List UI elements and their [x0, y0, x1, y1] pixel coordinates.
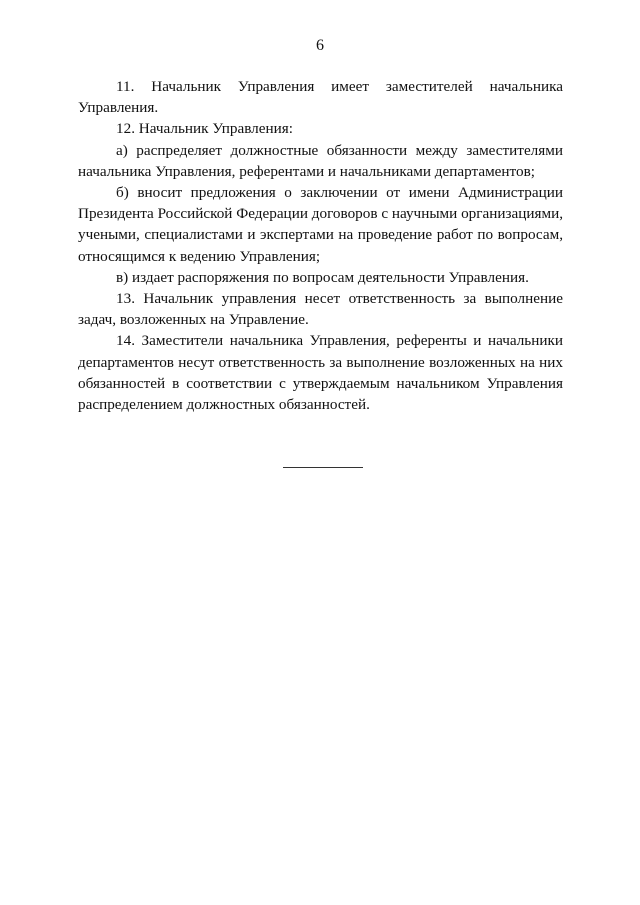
paragraph-12: 12. Начальник Управления: [116, 120, 293, 138]
paragraph-11: 11. Начальник Управления имеет заместителей начальника Управления. [78, 78, 563, 117]
paragraph-12-a: а) распределяет должностные обязанности между заместителями начальника Управления, референтами и начальниками департаментов; [78, 141, 563, 180]
paragraph-13: 13. Начальник управления несет ответственность за выполнение задач, возложенных на Управление. [78, 290, 563, 329]
paragraph-14: 14. Заместители начальника Управления, референты и начальники департаментов несут ответственность за выполнение возложенных на них обязанностей в соответствии с утверждаемым начальником Управления распределением должностных обязанностей. [78, 332, 563, 414]
document-body [78, 76, 563, 415]
end-separator-line [283, 467, 363, 468]
paragraph-12-v: в) издает распоряжения по вопросам деятельности Управления. [116, 268, 529, 286]
paragraph-12-b: б) вносит предложения о заключении от имени Администрации Президента Российской Федерации договоров с научными организациями, учеными, специалистами и экспертами на проведение работ по вопросам, относящимся к ведению Управления; [78, 184, 563, 265]
page-number: 6 [316, 37, 324, 54]
